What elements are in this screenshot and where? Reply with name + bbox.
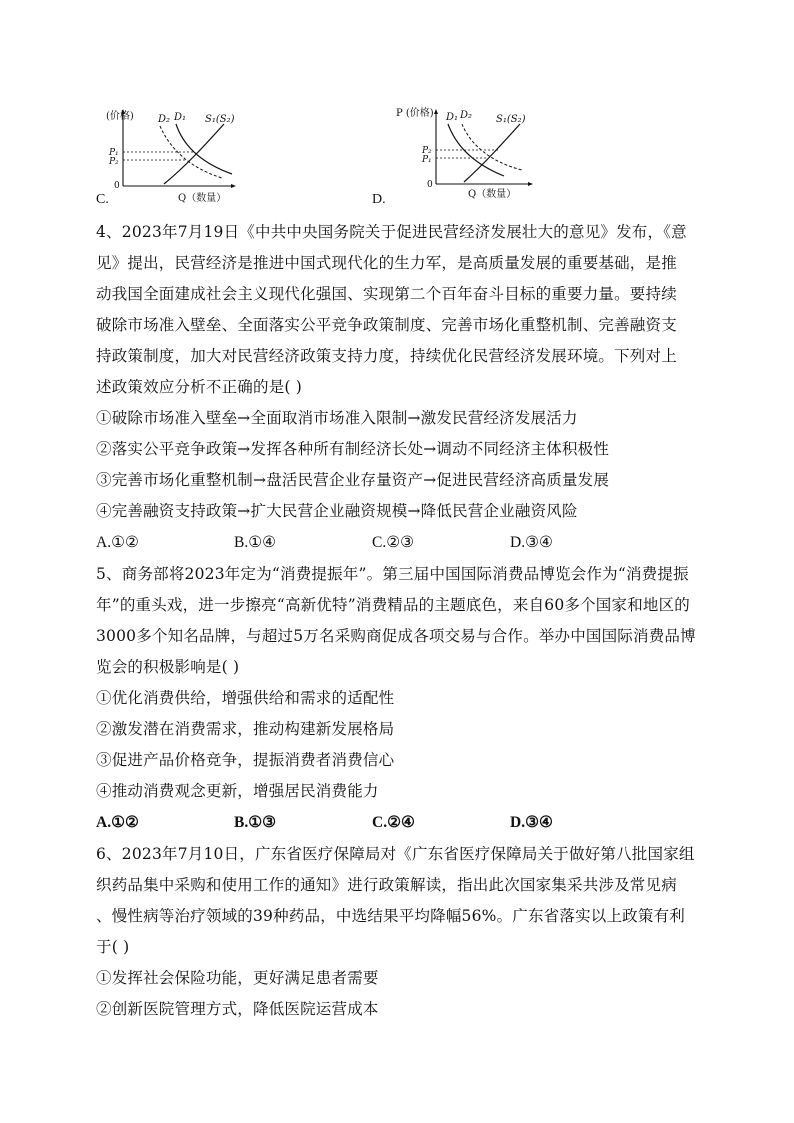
graph-c-x-label: Q（数量） (178, 193, 227, 204)
q5-choice-a[interactable]: A.①② (96, 814, 139, 831)
q4-stem-line: 持政策制度，加大对民营经济政策支持力度，持续优化民营经济发展环境。下列对上 (96, 347, 677, 365)
q5-choice-d[interactable]: D.③④ (510, 814, 553, 831)
graph-c-s-label: S₁(S₂) (205, 114, 235, 125)
q4-choice-b[interactable]: B.①④ (234, 534, 277, 551)
q4-choice-c[interactable]: C.②③ (372, 534, 415, 551)
graph-d-svg (388, 100, 538, 200)
q4-stem-line: 4、2023年7月19日《中共中央国务院关于促进民营经济发展壮大的意见》发布，《意 (96, 223, 687, 241)
q5-stem-line: 3000多个知名品牌，与超过5万名采购商促成各项交易与合作。举办中国国际消费品博 (96, 627, 696, 645)
q4-item: ④完善融资支持政策→扩大民营企业融资规模→降低民营企业融资风险 (96, 502, 578, 520)
q4-choice-d[interactable]: D.③④ (510, 534, 553, 551)
q5-choice-b[interactable]: B.①③ (234, 814, 277, 831)
graph-c-p2-label: P₂ (109, 157, 119, 167)
q5-item: ②激发潜在消费需求，推动构建新发展格局 (96, 720, 395, 738)
q5-item: ④推动消费观念更新，增强居民消费能力 (96, 782, 379, 800)
q4-item: ②落实公平竞争政策→发挥各种所有制经济长处→调动不同经济主体积极性 (96, 440, 610, 458)
q5-item: ③促进产品价格竞争，提振消费者消费信心 (96, 751, 395, 769)
graph-d-p2-label: P₂ (422, 146, 432, 156)
q6-stem-line: 、慢性病等治疗领域的39种药品，中选结果平均降幅56%。广东省落实以上政策有利 (96, 907, 685, 925)
q6-stem-line: 织药品集中采购和使用工作的通知》进行政策解读，指出此次国家集采共涉及常见病 (96, 876, 677, 894)
q4-stem-line: 见》提出，民营经济是推进中国式现代化的生力军，是高质量发展的重要基础，是推 (96, 254, 677, 272)
q6-item: ②创新医院管理方式，降低医院运营成本 (96, 1000, 379, 1018)
q5-choices (96, 813, 696, 833)
q4-item: ③完善市场化重整机制→盘活民营企业存量资产→促进民营经济高质量发展 (96, 471, 610, 489)
q4-stem-line: 破除市场准入壁垒、全面落实公平竞争政策制度、完善市场化重整机制、完善融资支 (96, 316, 677, 334)
graph-c-p1-label: P₁ (109, 148, 119, 158)
q5-choice-c[interactable]: C.②④ (372, 814, 415, 831)
graph-option-c (106, 104, 258, 204)
q4-item: ①破除市场准入壁垒→全面取消市场准入限制→激发民营经济发展活力 (96, 409, 578, 427)
graph-d-d1-label: D₁ (446, 112, 459, 123)
graph-c-d1-curve (176, 124, 232, 174)
q5-stem-line: 5、商务部将2023年定为“消费提振年”。第三届中国国际消费品博览会作为“消费提振 (96, 565, 689, 583)
q5-item: ①优化消费供给，增强供给和需求的适配性 (96, 689, 395, 707)
graph-c-d1-label: D₁ (174, 112, 187, 123)
graph-c-d2-label: D₂ (158, 114, 171, 125)
graph-d-x-label: Q（数量） (468, 189, 517, 200)
graph-option-d (388, 100, 538, 200)
graph-d-s-label: S₁(S₂) (496, 114, 526, 125)
q6-stem-line: 于( ) (96, 938, 130, 956)
graph-c-origin: 0 (114, 181, 120, 191)
graph-c-s-curve (164, 124, 224, 184)
q5-stem-line: 览会的积极影响是( ) (96, 658, 240, 676)
graph-d-d2-label: D₂ (460, 110, 473, 121)
q4-stem-line: 动我国全面建成社会主义现代化强国、实现第二个百年奋斗目标的重要力量。要持续 (96, 285, 677, 303)
q4-choice-a[interactable]: A.①② (96, 534, 139, 551)
graph-d-p1-label: P₁ (422, 155, 432, 165)
q5-stem-line: 年”的重头戏，进一步擦亮“高新优特”消费精品的主题底色，来自60多个国家和地区的 (96, 596, 690, 614)
graph-d-s-curve (464, 124, 520, 182)
q6-stem-line: 6、2023年7月10日，广东省医疗保障局对《广东省医疗保障局关于做好第八批国家组 (96, 845, 695, 863)
graph-d-option-label: D. (372, 192, 386, 207)
graph-c-option-label: C. (96, 192, 109, 207)
q4-stem-line: 述政策效应分析不正确的是( ) (96, 378, 303, 396)
q6-item: ①发挥社会保险功能，更好满足患者需要 (96, 969, 379, 987)
graph-d-y-label: P (价格) (396, 108, 434, 119)
graph-c-svg (106, 104, 258, 204)
q4-choices (96, 533, 696, 553)
graph-d-origin: 0 (427, 180, 433, 190)
graph-c-y-label: (价格) (106, 111, 134, 122)
